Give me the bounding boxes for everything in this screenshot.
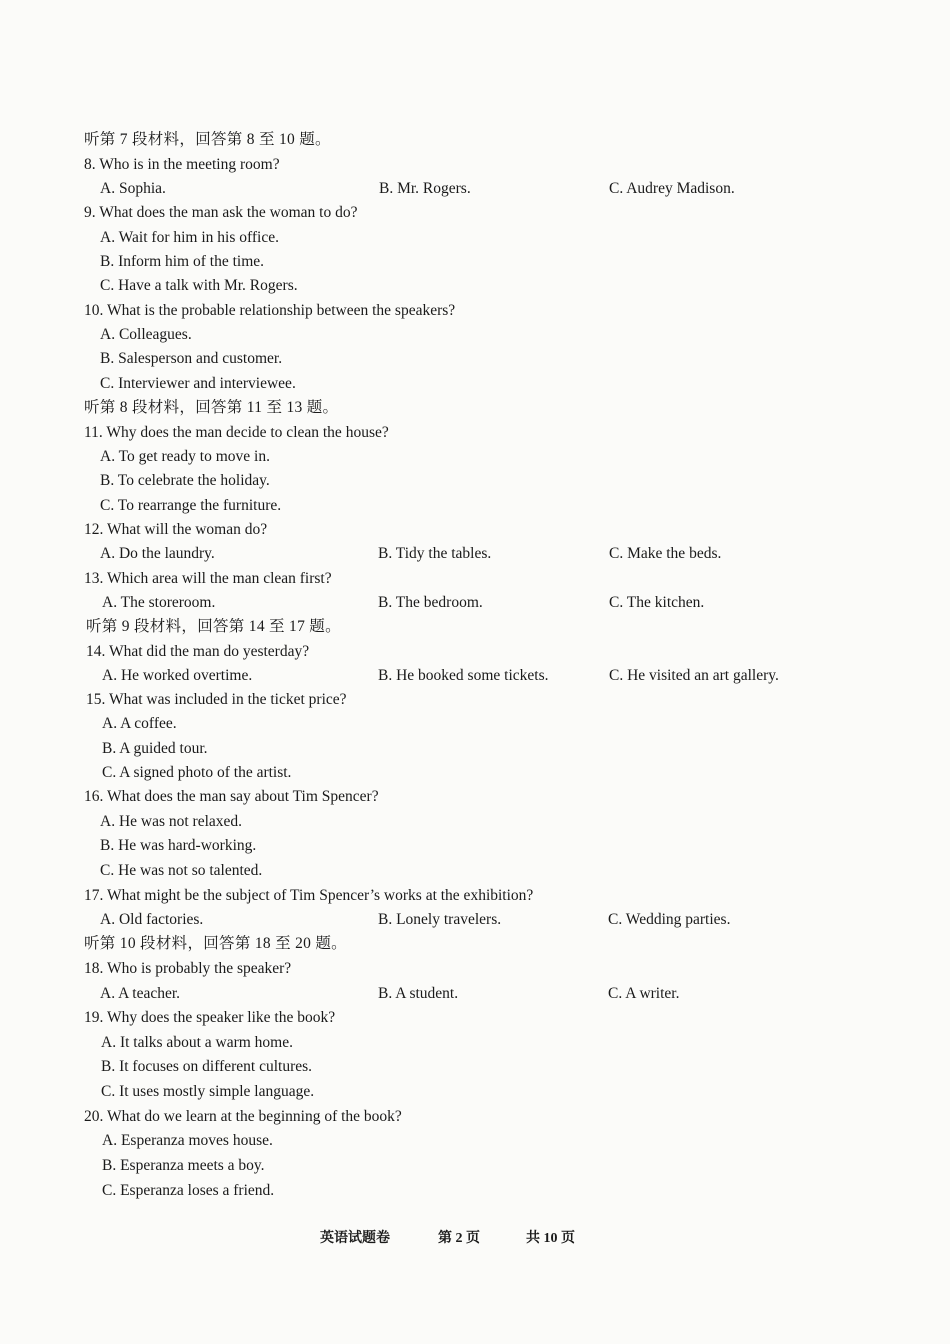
- question-row: [0, 1006, 950, 1030]
- option-a: A. To get ready to move in.: [100, 448, 270, 465]
- option-row: [0, 372, 950, 396]
- footer-total-pages: 共 10 页: [526, 1231, 575, 1246]
- options-row: [0, 982, 950, 1006]
- option-row: [0, 250, 950, 274]
- section-heading: [0, 932, 950, 956]
- option-a: A. A coffee.: [102, 715, 177, 732]
- option-b: B. The bedroom.: [378, 594, 483, 611]
- option-c: C. Wedding parties.: [608, 911, 731, 928]
- option-row: [0, 834, 950, 858]
- option-c: C. A writer.: [608, 985, 680, 1002]
- question-row: [0, 640, 950, 664]
- option-c: C. To rearrange the furniture.: [100, 497, 282, 514]
- question-8: 8. Who is in the meeting room?: [84, 156, 280, 173]
- option-row: [0, 323, 950, 347]
- options-row: [0, 591, 950, 615]
- question-16: 16. What does the man say about Tim Spencer?: [84, 788, 379, 805]
- question-17: 17. What might be the subject of Tim Spencer’s works at the exhibition?: [84, 887, 534, 904]
- question-row: [0, 785, 950, 809]
- option-a: A. Do the laundry.: [100, 545, 215, 562]
- option-a: A. It talks about a warm home.: [101, 1034, 293, 1051]
- option-row: [0, 1154, 950, 1178]
- option-b: B. He booked some tickets.: [378, 667, 549, 684]
- options-row: [0, 664, 950, 688]
- option-row: [0, 494, 950, 518]
- option-b: B. Esperanza meets a boy.: [102, 1157, 265, 1174]
- footer-title: 英语试题卷: [320, 1231, 390, 1246]
- option-row: [0, 274, 950, 298]
- option-c: C. Make the beds.: [609, 545, 722, 562]
- question-row: [0, 567, 950, 591]
- option-b: B. Mr. Rogers.: [379, 180, 471, 197]
- question-row: [0, 153, 950, 177]
- option-b: B. Lonely travelers.: [378, 911, 502, 928]
- option-b: B. Tidy the tables.: [378, 545, 492, 562]
- question-row: [0, 884, 950, 908]
- option-b: B. A student.: [378, 985, 459, 1002]
- option-c: C. Have a talk with Mr. Rogers.: [100, 277, 298, 294]
- question-row: [0, 299, 950, 323]
- question-13: 13. Which area will the man clean first?: [84, 570, 332, 587]
- options-row: [0, 908, 950, 932]
- question-11: 11. Why does the man decide to clean the house?: [84, 424, 389, 441]
- option-c: C. He was not so talented.: [100, 862, 263, 879]
- section-8-heading: 听第 8 段材料，回答第 11 至 13 题。: [84, 399, 339, 416]
- option-c: C. He visited an art gallery.: [609, 667, 779, 684]
- option-row: [0, 712, 950, 736]
- option-b: B. A guided tour.: [102, 740, 208, 757]
- question-12: 12. What will the woman do?: [84, 521, 268, 538]
- question-19: 19. Why does the speaker like the book?: [84, 1009, 336, 1026]
- option-row: [0, 226, 950, 250]
- option-a: A. Esperanza moves house.: [102, 1132, 273, 1149]
- option-row: [0, 761, 950, 785]
- option-a: A. Colleagues.: [100, 326, 192, 343]
- question-20: 20. What do we learn at the beginning of the book?: [84, 1108, 402, 1125]
- question-row: [0, 688, 950, 712]
- option-b: B. Salesperson and customer.: [100, 350, 283, 367]
- option-row: [0, 1055, 950, 1079]
- option-row: [0, 1080, 950, 1104]
- question-row: [0, 421, 950, 445]
- option-b: B. He was hard-working.: [100, 837, 257, 854]
- question-18: 18. Who is probably the speaker?: [84, 960, 292, 977]
- section-9-heading: 听第 9 段材料，回答第 14 至 17 题。: [86, 618, 341, 635]
- question-9: 9. What does the man ask the woman to do?: [84, 204, 358, 221]
- question-row: [0, 518, 950, 542]
- section-10-heading: 听第 10 段材料，回答第 18 至 20 题。: [84, 935, 347, 952]
- option-a: A. He worked overtime.: [102, 667, 253, 684]
- option-a: A. Wait for him in his office.: [100, 229, 279, 246]
- option-row: [0, 1031, 950, 1055]
- option-c: C. It uses mostly simple language.: [101, 1083, 315, 1100]
- option-a: A. Sophia.: [100, 180, 166, 197]
- section-heading: [0, 128, 950, 152]
- footer-page-number: 第 2 页: [438, 1231, 480, 1246]
- option-row: [0, 445, 950, 469]
- option-row: [0, 347, 950, 371]
- options-row: [0, 177, 950, 201]
- option-row: [0, 1179, 950, 1203]
- option-b: B. To celebrate the holiday.: [100, 472, 270, 489]
- option-c: C. Audrey Madison.: [609, 180, 735, 197]
- section-heading: [0, 615, 950, 639]
- option-a: A. A teacher.: [100, 985, 181, 1002]
- page-footer: [0, 1228, 950, 1250]
- question-14: 14. What did the man do yesterday?: [86, 643, 310, 660]
- option-row: [0, 859, 950, 883]
- option-row: [0, 469, 950, 493]
- option-b: B. Inform him of the time.: [100, 253, 265, 270]
- option-a: A. Old factories.: [100, 911, 204, 928]
- option-c: C. Interviewer and interviewee.: [100, 375, 296, 392]
- question-row: [0, 1105, 950, 1129]
- question-15: 15. What was included in the ticket price?: [86, 691, 347, 708]
- question-row: [0, 201, 950, 225]
- options-row: [0, 542, 950, 566]
- question-row: [0, 957, 950, 981]
- option-a: A. He was not relaxed.: [100, 813, 243, 830]
- option-c: C. A signed photo of the artist.: [102, 764, 292, 781]
- option-row: [0, 1129, 950, 1153]
- section-heading: [0, 396, 950, 420]
- option-c: C. The kitchen.: [609, 594, 705, 611]
- option-c: C. Esperanza loses a friend.: [102, 1182, 275, 1199]
- section-7-heading: 听第 7 段材料，回答第 8 至 10 题。: [84, 131, 331, 148]
- option-a: A. The storeroom.: [102, 594, 216, 611]
- option-row: [0, 737, 950, 761]
- option-row: [0, 810, 950, 834]
- option-b: B. It focuses on different cultures.: [101, 1058, 313, 1075]
- question-10: 10. What is the probable relationship between the speakers?: [84, 302, 456, 319]
